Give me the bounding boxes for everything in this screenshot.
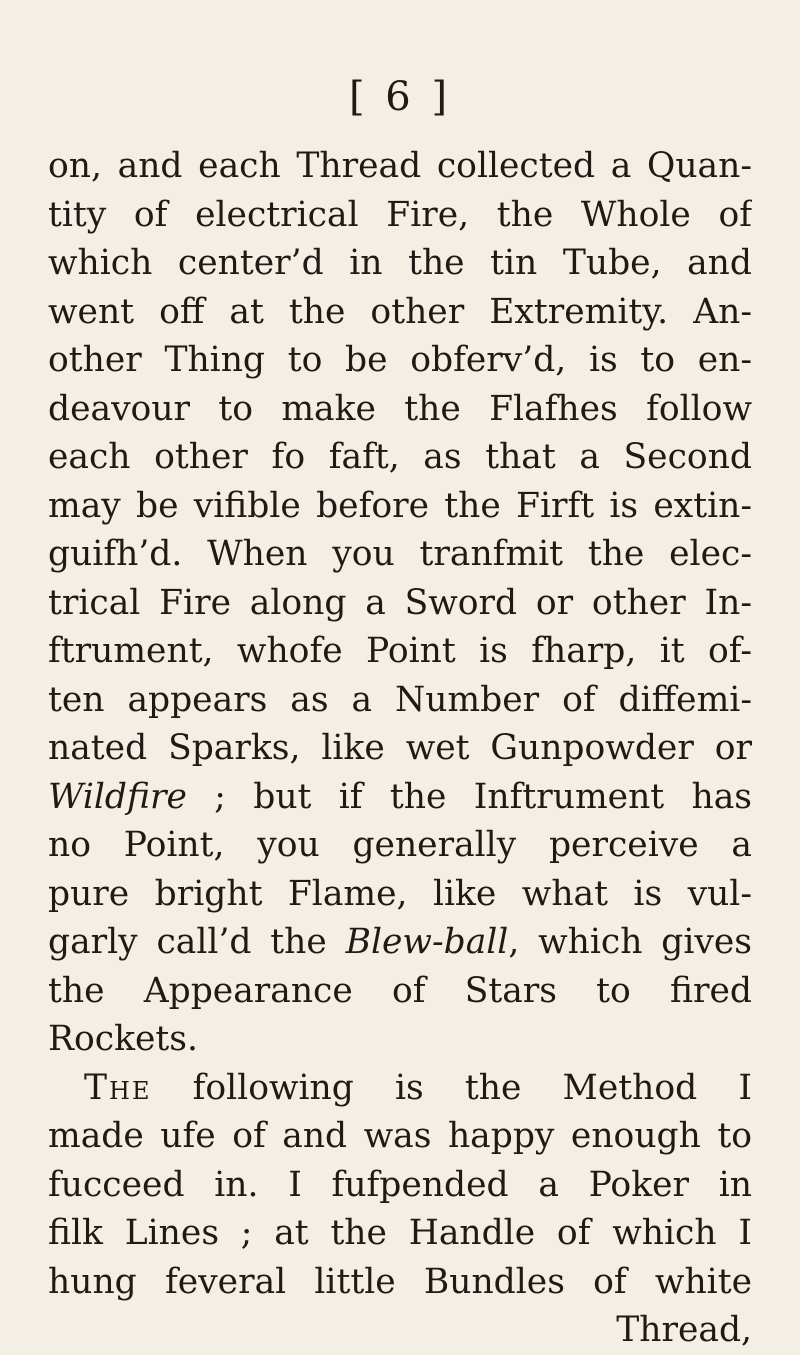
- italic-term-wildfire: Wildfire: [48, 776, 187, 817]
- text-line: ftrument, whofe Point is fharp, it of-: [48, 631, 752, 671]
- text-line: each other fo faft, as that a Second: [48, 437, 752, 477]
- text-line: the Appearance of Stars to fired: [48, 970, 752, 1011]
- text-line: on, and each Thread collected a Quan-: [48, 146, 752, 186]
- text-line: may be vifible before the Firft is extin-: [48, 485, 752, 526]
- text-line: guifh’d. When you tranfmit the elec-: [48, 534, 752, 574]
- small-caps-word: The: [84, 1067, 152, 1108]
- text-fragment: , which gives: [508, 922, 752, 962]
- text-line: Rockets.: [48, 1019, 198, 1059]
- catchword: Thread,: [616, 1310, 752, 1350]
- text-line: [48, 773, 752, 822]
- paragraph-start-line: [48, 1064, 752, 1113]
- text-fragment: following is the Method I: [151, 1067, 752, 1108]
- text-line: deavour to make the Flafhes follow: [48, 388, 752, 429]
- text-line: fucceed in. I fufpended a Poker in: [48, 1164, 752, 1205]
- text-line: tity of electrical Fire, the Whole of: [48, 194, 752, 235]
- text-line: nated Sparks, like wet Gunpowder or: [48, 728, 752, 768]
- text-line: pure bright Flame, like what is vul-: [48, 873, 752, 914]
- text-line: [48, 918, 752, 967]
- text-line: made ufe of and was happy enough to: [48, 1116, 752, 1156]
- text-line: hung feveral little Bundles of white: [48, 1261, 752, 1302]
- italic-term-blew-ball: Blew-ball: [345, 922, 509, 962]
- text-fragment: ; but if the Inftrument has: [186, 776, 752, 817]
- text-line: ten appears as a Number of diffemi-: [48, 679, 752, 720]
- text-line: went off at the other Extremity. An-: [48, 291, 752, 332]
- text-line: trical Fire along a Sword or other In-: [48, 582, 752, 623]
- page-number-header: [ 6 ]: [348, 74, 452, 120]
- text-fragment: garly call’d the: [48, 922, 346, 962]
- text-line: other Thing to be obferv’d, is to en-: [48, 340, 752, 380]
- text-line: which center’d in the tin Tube, and: [48, 243, 752, 283]
- text-line: filk Lines ; at the Handle of which I: [48, 1213, 752, 1253]
- text-line: no Point, you generally perceive a: [48, 825, 752, 865]
- body-text: [48, 142, 752, 1355]
